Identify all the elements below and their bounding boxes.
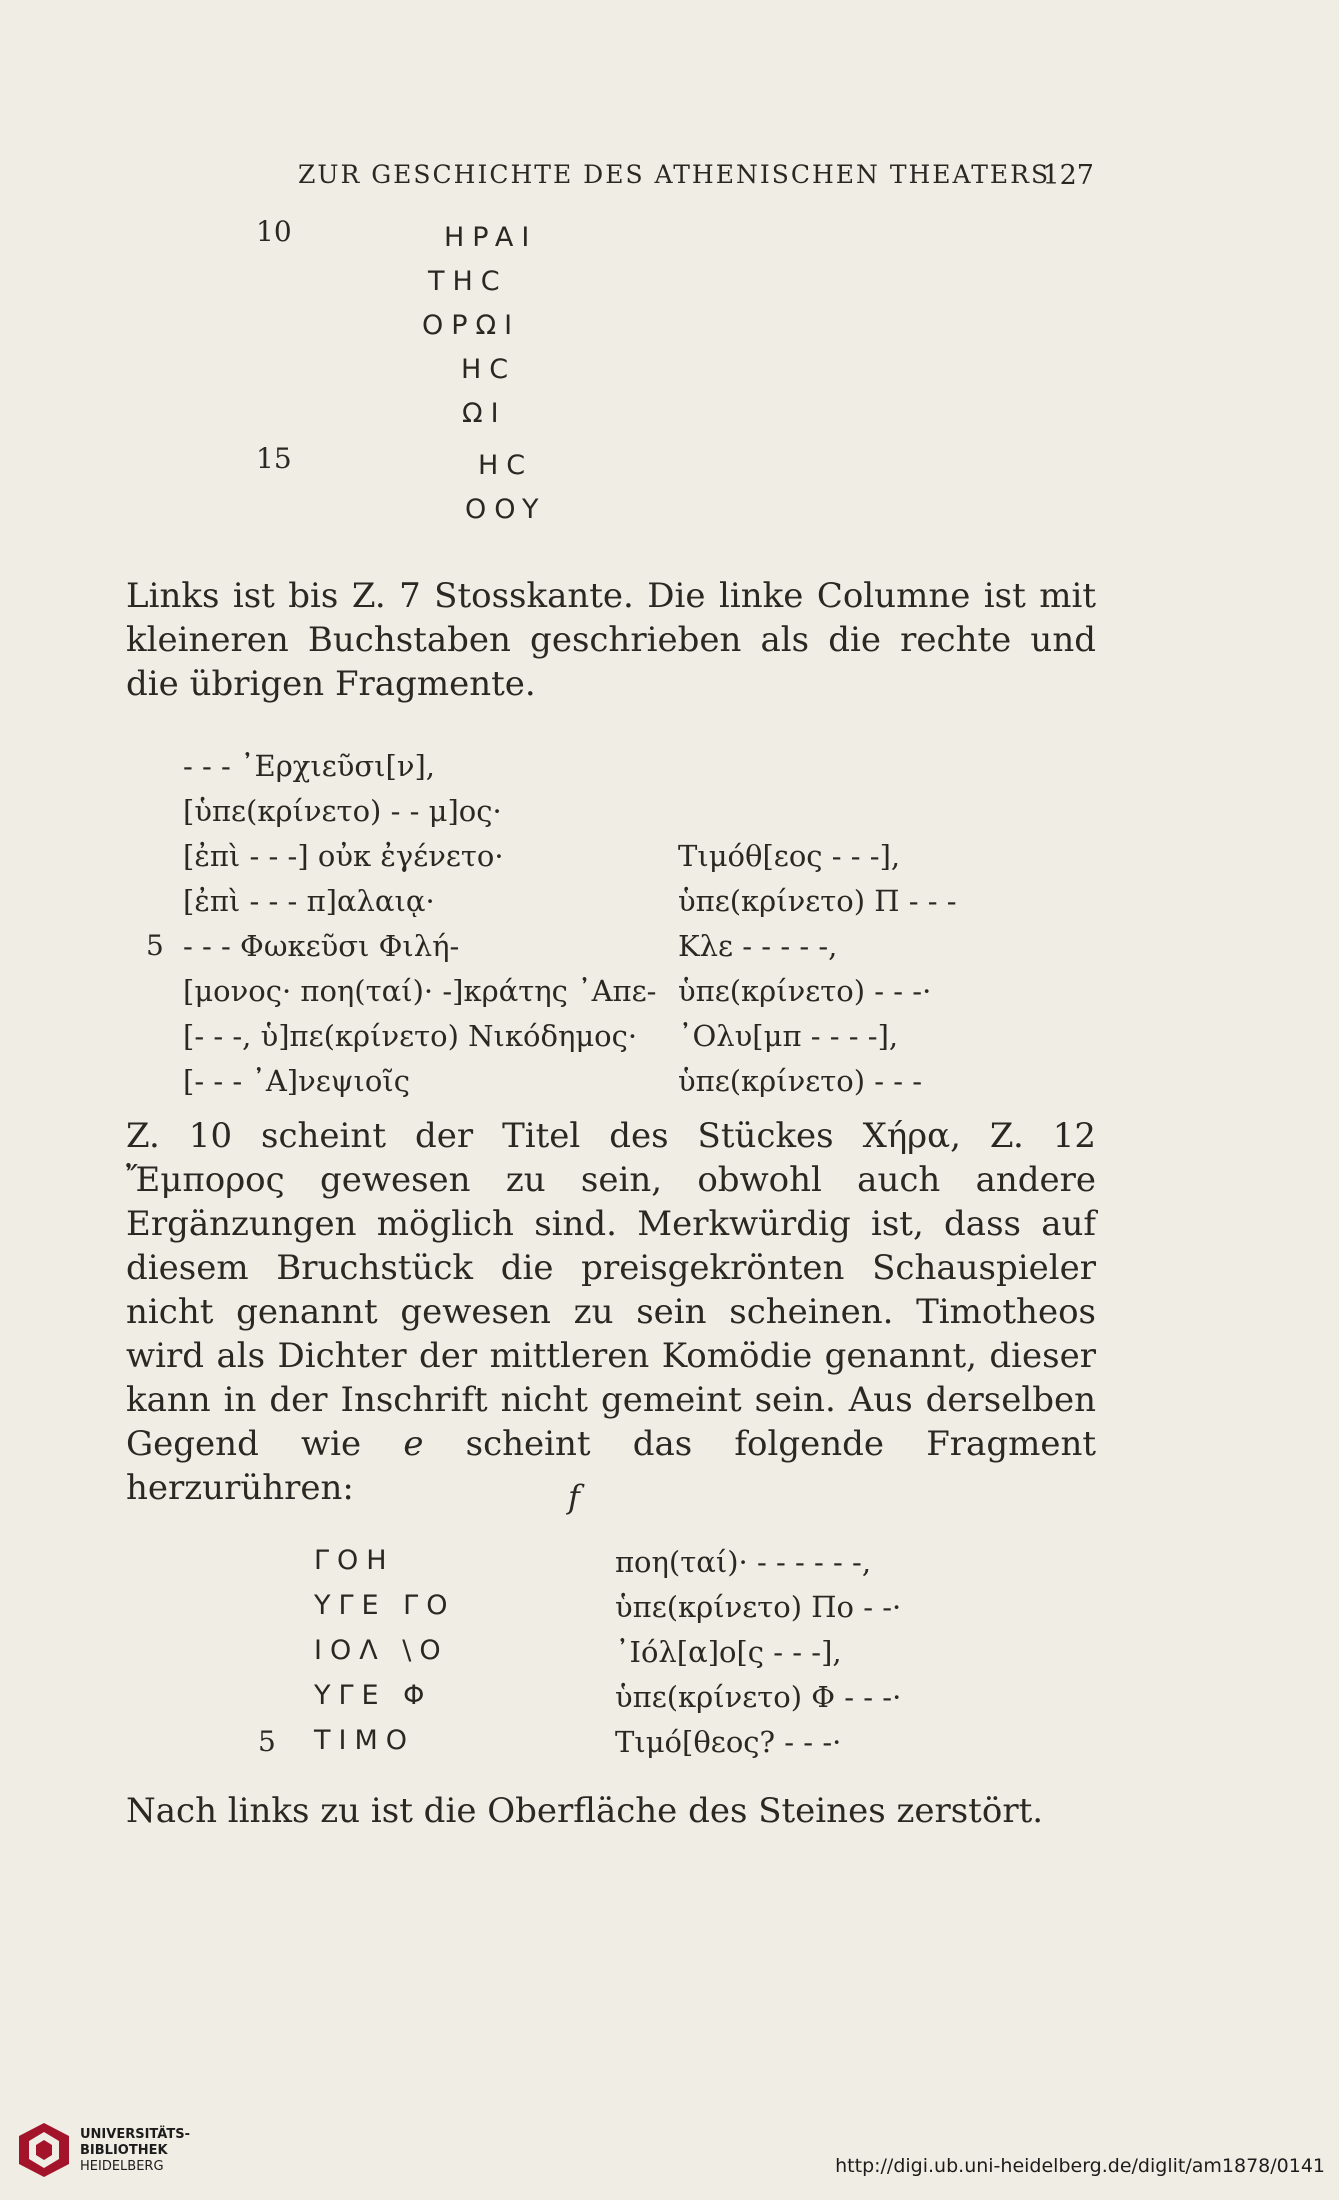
inscription-line: OOY bbox=[465, 494, 547, 525]
transcription-right-line: ὑπε(κρίνετο) Φ - - -· bbox=[615, 1680, 902, 1714]
transcription-right-line: ᾽Ιόλ[α]ο[ς - - -], bbox=[615, 1635, 842, 1669]
paragraph-text bbox=[126, 1114, 1096, 1510]
transcription-left-line: [ὑπε(κρίνετο) - - μ]ος· bbox=[183, 794, 502, 828]
inscription-line: HϹ bbox=[478, 450, 534, 481]
running-head-title: ZUR GESCHICHTE DES ATHENISCHEN THEATERS bbox=[298, 160, 1051, 189]
inscription-line: YΓE Φ bbox=[314, 1680, 433, 1711]
transcription-right-line: ὑπε(κρίνετο) - - - bbox=[678, 1064, 923, 1098]
transcription-right-line: ποη(ταί)· - - - - - -, bbox=[615, 1545, 872, 1579]
paragraph bbox=[126, 574, 1096, 706]
inscription-line: ΓOH bbox=[314, 1545, 395, 1576]
fragment-reference: e bbox=[403, 1424, 424, 1464]
greek-word: Χήρα bbox=[862, 1116, 951, 1156]
inscription-line: IOΛ \O bbox=[314, 1635, 449, 1666]
transcription-left-line: - - - Φωκεῦσι Φιλή- bbox=[183, 929, 460, 963]
line-number: 10 bbox=[256, 215, 292, 248]
paragraph bbox=[126, 1789, 1096, 1833]
transcription-right-line: Τιμό[θεος? - - -· bbox=[615, 1725, 842, 1759]
paragraph-text-run: gewesen zu sein, obwohl auch andere Ergänzungen möglich sind. Merkwürdig ist, dass auf diesem Bruchstück die preisgekrönten Schauspieler nicht genannt gewesen zu sein scheinen. Timotheos wird als Dichter der mittleren Komödie genannt, dieser kann in der Inschrift nicht gemeint sein. Aus derselben Gegend wie bbox=[126, 1160, 1096, 1464]
paragraph-text-run: Z. 10 scheint der Titel des Stückes bbox=[126, 1116, 863, 1156]
running-head bbox=[298, 160, 1094, 196]
inscription-line: HPAI bbox=[444, 222, 538, 253]
library-name-line: UNIVERSITÄTS- bbox=[80, 2127, 190, 2142]
paragraph-text-run: , Z. 12 bbox=[950, 1116, 1096, 1156]
page-number: 127 bbox=[1042, 160, 1094, 191]
transcription-left-line: [ἐπὶ - - - π]αλαιᾳ· bbox=[183, 884, 435, 918]
library-name-line: HEIDELBERG bbox=[80, 2159, 164, 2174]
transcription-left-line: [- - -, ὑ]πε(κρίνετο) Νικόδημος· bbox=[183, 1019, 638, 1053]
line-number: 15 bbox=[256, 442, 292, 475]
transcription-left-line: - - - ᾽Ερχιεῦσι[ν], bbox=[183, 749, 436, 783]
university-logo-icon bbox=[14, 2120, 74, 2180]
paragraph-text-run: scheint das folgende Fragment herzurühren: bbox=[126, 1424, 1097, 1508]
transcription-right-line: ὑπε(κρίνετο) Π - - - bbox=[678, 884, 957, 918]
transcription-left-line: [- - - ᾽Α]νεψιοῖς bbox=[183, 1064, 410, 1098]
inscription-line: HϹ bbox=[461, 354, 517, 385]
library-name bbox=[80, 2127, 190, 2175]
paragraph bbox=[126, 1114, 1096, 1510]
transcription-left-line: [μονος· ποη(ταί)· -]κράτης ᾽Απε- bbox=[183, 974, 657, 1008]
inscription-line: THϹ bbox=[428, 266, 508, 297]
inscription-line: TIMO bbox=[314, 1725, 416, 1756]
line-number: 5 bbox=[258, 1725, 276, 1758]
inscription-line: YΓE ΓO bbox=[314, 1590, 456, 1621]
line-number: 5 bbox=[146, 929, 164, 962]
library-name-line: BIBLIOTHEK bbox=[80, 2143, 168, 2158]
paragraph-text: Links ist bis Z. 7 Stosskante. Die linke Columne ist mit kleineren Buchstaben geschrieben als die rechte und die übrigen Fragmente. bbox=[126, 576, 1096, 704]
greek-word: Ἔμπορος bbox=[126, 1160, 285, 1200]
transcription-right-line: ὑπε(κρίνετο) Πο - -· bbox=[615, 1590, 902, 1624]
paragraph-text: Nach links zu ist die Oberfläche des Steines zerstört. bbox=[126, 1791, 1044, 1831]
fragment-label: f bbox=[568, 1478, 580, 1516]
transcription-right-line: ὑπε(κρίνετο) - - -· bbox=[678, 974, 932, 1008]
transcription-left-line: [ἐπὶ - - -] οὐκ ἐγένετο· bbox=[183, 839, 504, 873]
inscription-line: ΩI bbox=[462, 398, 507, 429]
source-url-link[interactable]: http://digi.ub.uni-heidelberg.de/diglit/am1878/0141 bbox=[835, 2155, 1325, 2177]
transcription-right-line: Κλε - - - - -, bbox=[678, 929, 838, 963]
transcription-right-line: Τιμόθ[εος - - -], bbox=[678, 839, 901, 873]
inscription-line: OPΩI bbox=[422, 310, 521, 341]
transcription-right-line: ᾽Ολυ[μπ - - - -], bbox=[678, 1019, 899, 1053]
